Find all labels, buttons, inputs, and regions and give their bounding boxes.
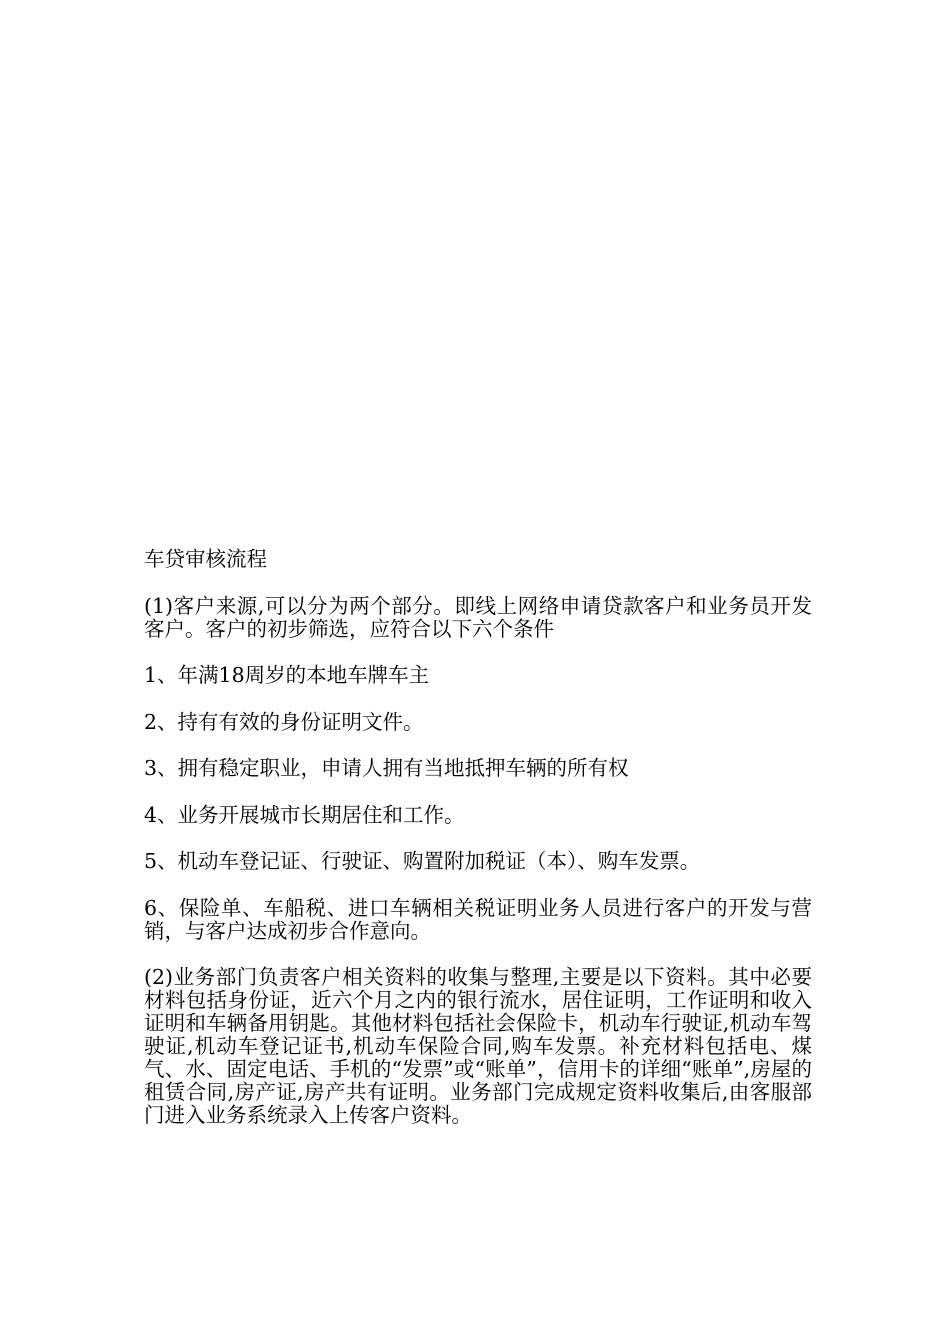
paragraph-condition-1: 1、年满18周岁的本地车牌车主 bbox=[144, 663, 430, 687]
paragraph-condition-4: 4、业务开展城市长期居住和工作。 bbox=[144, 802, 465, 827]
paragraph-customer-source: (1)客户来源,可以分为两个部分。即线上网络申请贷款客户和业务员开发客户。客户的初步筛选，应符合以下六个条件 bbox=[144, 593, 812, 641]
paragraph-materials: (2)业务部门负责客户相关资料的收集与整理,主要是以下资料。其中必要材料包括身份证，近六个月之内的银行流水，居住证明，工作证明和收入证明和车辆备用钥匙。其他材料包括社会保险卡，机动车行驶证,机动车驾驶证,机动车登记证书,机动车保险合同,购车发票。补充材料包括电、煤气、水、固定电话、手机的“发票”或“账单”，信用卡的详细“账单”,房屋的租赁合同,房产证,房产共有证明。业务部门完成规定资料收集后,由客服部门进入业务系统录入上传客户资料。 bbox=[144, 965, 812, 1127]
document-title: 车贷审核流程 bbox=[144, 547, 267, 571]
paragraph-condition-3: 3、拥有稳定职业，申请人拥有当地抵押车辆的所有权 bbox=[144, 756, 629, 780]
paragraph-condition-2: 2、持有有效的身份证明文件。 bbox=[144, 709, 424, 734]
paragraph-condition-6: 6、保险单、车船税、进口车辆相关税证明业务人员进行客户的开发与营销，与客户达成初步合作意向。 bbox=[144, 895, 812, 943]
paragraph-condition-5: 5、机动车登记证、行驶证、购置附加税证（本）、购车发票。 bbox=[144, 849, 701, 873]
document-body bbox=[144, 548, 812, 1151]
